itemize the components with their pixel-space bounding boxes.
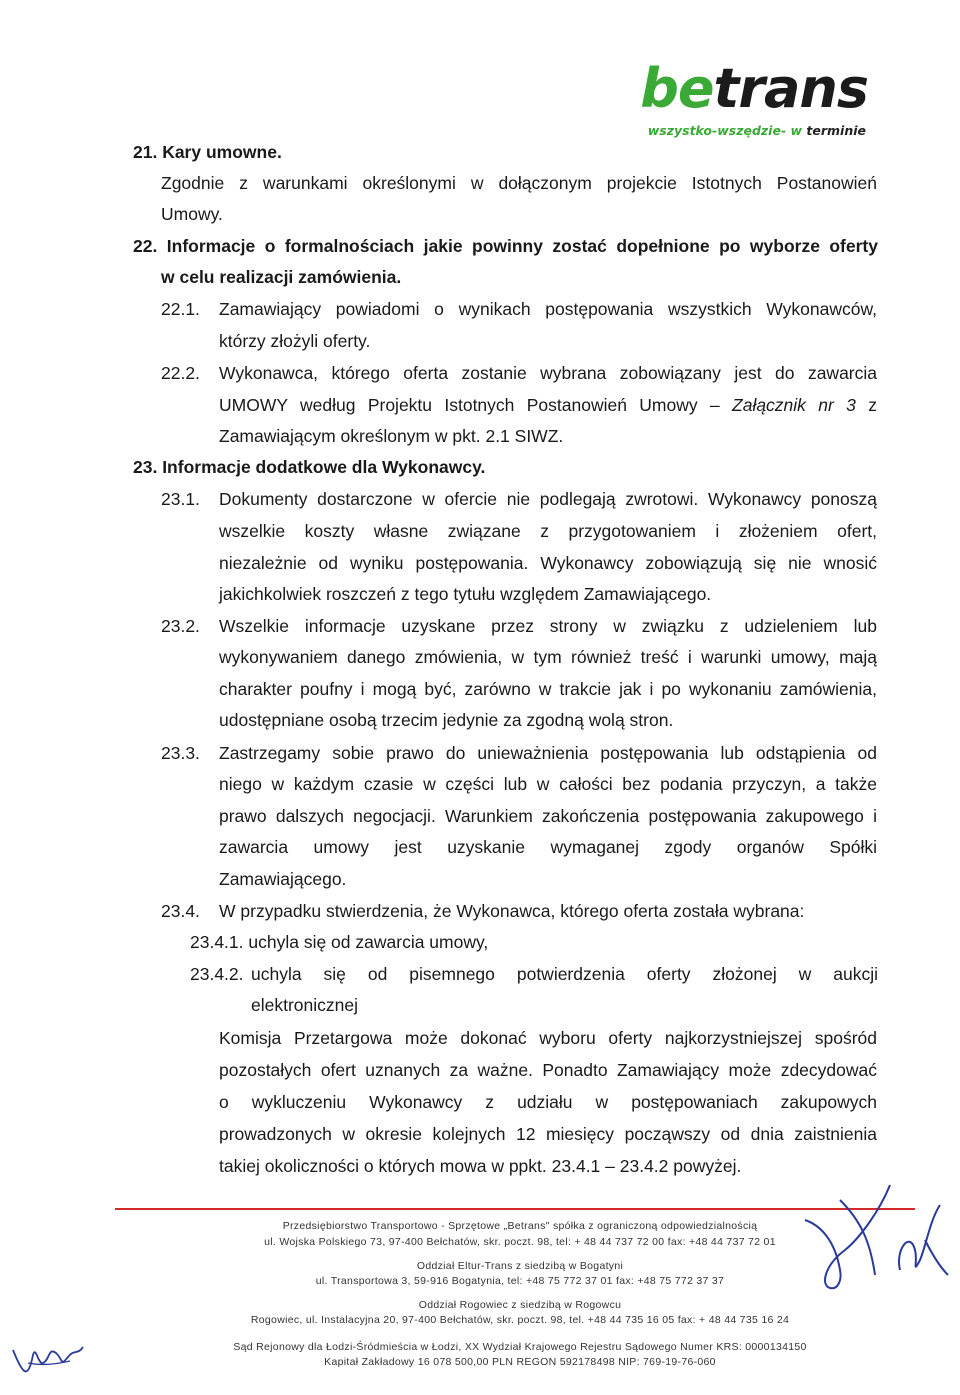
section-21-text: Umowy.: [161, 204, 223, 224]
item-23-3-text: zawarcia umowy jest uzyskanie wymaganej zgody organów Spółki: [219, 837, 877, 857]
item-23-1-text: jakichkolwiek roszczeń z tego tytułu względem Zamawiającego.: [219, 584, 712, 604]
item-number: 23.2.: [161, 616, 200, 636]
logo-text-green: be: [640, 57, 714, 120]
logo-text-dark: trans: [713, 57, 868, 120]
section-21-text: Zgodnie z warunkami określonymi w dołączonym projekcie Istotnych Postanowień: [161, 173, 877, 193]
footer-address: ul. Wojska Polskiego 73, 97-400 Bełchatów, skr. poczt. 98, tel: + 48 44 737 72 00 fax: +48 44 737 72 01: [264, 1236, 776, 1248]
item-22-1-text: Zamawiający powiadomi o wynikach postępowania wszystkich Wykonawców,: [219, 299, 877, 319]
item-23-3-text: Zamawiającego.: [219, 869, 347, 889]
closing-paragraph: Komisja Przetargowa może dokonać wyboru oferty najkorzystniejszej spośród: [219, 1028, 877, 1048]
initials-mark: [8, 1335, 88, 1385]
footer-capital: Kapitał Zakładowy 16 078 500,00 PLN REGON 592178498 NIP: 769-19-76-060: [324, 1356, 716, 1368]
section-23-heading: 23. Informacje dodatkowe dla Wykonawcy.: [133, 457, 486, 477]
item-23-3-text: niego w każdym czasie w części lub w całości bez podania przyczyn, a także: [219, 774, 877, 794]
item-number: 22.2.: [161, 363, 200, 383]
logo-tagline: wszystko-wszędzie- w terminie: [647, 123, 866, 138]
signature-mark: [800, 1180, 950, 1310]
item-23-1-text: wszelkie koszty własne związane z przygotowaniem i złożeniem ofert,: [219, 521, 877, 541]
subitem-23-4-1: 23.4.1. uchyla się od zawarcia umowy,: [190, 932, 489, 952]
closing-paragraph: prowadzonych w okresie kolejnych 12 miesięcy począwszy od dnia zaistnienia: [219, 1124, 877, 1144]
item-23-3-text: Zastrzegamy sobie prawo do unieważnienia postępowania lub odstąpienia od: [219, 743, 877, 763]
item-22-2-text: Wykonawca, którego oferta zostanie wybrana zobowiązany jest do zawarcia: [219, 363, 877, 383]
company-logo: [640, 57, 868, 120]
footer-registry: Sąd Rejonowy dla Łodzi-Śródmieścia w Łodzi, XX Wydział Krajowego Rejestru Sądowego Numer KRS: 0000134150: [233, 1341, 807, 1353]
item-number: 23.1.: [161, 489, 200, 509]
footer-divider: [115, 1208, 915, 1210]
closing-paragraph: o wykluczeniu Wykonawcy z udziału w postępowaniach zakupowych: [219, 1092, 877, 1112]
item-number: 23.4.2.: [190, 964, 244, 984]
item-22-2-text: UMOWY według Projektu Istotnych Postanowień Umowy – Załącznik nr 3 z: [219, 395, 877, 415]
item-22-2-text: Zamawiającym określonym w pkt. 2.1 SIWZ.: [219, 426, 564, 446]
item-22-1-text: którzy złożyli oferty.: [219, 331, 371, 351]
section-22-heading: 22. Informacje o formalnościach jakie powinny zostać dopełnione po wyborze oferty: [133, 236, 878, 256]
subitem-23-4-2: uchyla się od pisemnego potwierdzenia oferty złożonej w aukcji: [251, 964, 878, 984]
footer-branch-name: Oddział Eltur-Trans z siedzibą w Bogatyni: [416, 1260, 624, 1272]
closing-paragraph: pozostałych ofert uznanych za ważne. Ponadto Zamawiający może zdecydować: [219, 1060, 877, 1080]
item-number: 23.3.: [161, 743, 200, 763]
item-23-1-text: niezależnie od wyniku postępowania. Wykonawcy zobowiązują się nie wnosić: [219, 553, 877, 573]
item-23-1-text: Dokumenty dostarczone w ofercie nie podlegają zwrotowi. Wykonawcy ponoszą: [219, 489, 877, 509]
item-23-2-text: udostępniane osobą trzecim jedynie za zgodną wolą stron.: [219, 710, 674, 730]
item-number: 23.4.: [161, 901, 200, 921]
item-23-2-text: Wszelkie informacje uzyskane przez strony w związku z udzieleniem lub: [219, 616, 877, 636]
section-22-heading: w celu realizacji zamówienia.: [161, 267, 402, 287]
subitem-23-4-2: elektronicznej: [251, 995, 358, 1015]
footer-branch-name: Oddział Rogowiec z siedzibą w Rogowcu: [418, 1299, 622, 1311]
footer-branch-address: ul. Transportowa 3, 59-916 Bogatynia, tel: +48 75 772 37 01 fax: +48 75 772 37 37: [315, 1275, 725, 1287]
item-23-2-text: wykonywaniem danego zmówienia, w tym również treść i warunki umowy, mają: [219, 647, 877, 667]
item-number: 22.1.: [161, 299, 200, 319]
closing-paragraph: takiej okoliczności o których mowa w ppkt. 23.4.1 – 23.4.2 powyżej.: [219, 1156, 742, 1176]
section-21-heading: 21. Kary umowne.: [133, 142, 282, 162]
footer-company-name: Przedsiębiorstwo Transportowo - Sprzętowe „Betrans" spółka z ograniczoną odpowiedzialnością: [282, 1220, 758, 1232]
item-23-4-text: W przypadku stwierdzenia, że Wykonawca, którego oferta została wybrana:: [219, 901, 805, 921]
item-23-2-text: charakter poufny i mogą być, zarówno w trakcie jak i po wykonaniu zamówienia,: [219, 679, 877, 699]
footer-branch-address: Rogowiec, ul. Instalacyjna 20, 97-400 Bełchatów, skr. poczt. 98, tel. +48 44 735 16 05 fax: + 48 44 735 16 24: [250, 1314, 790, 1326]
item-23-3-text: prawo dalszych negocjacji. Warunkiem zakończenia postępowania zakupowego i: [219, 806, 877, 826]
